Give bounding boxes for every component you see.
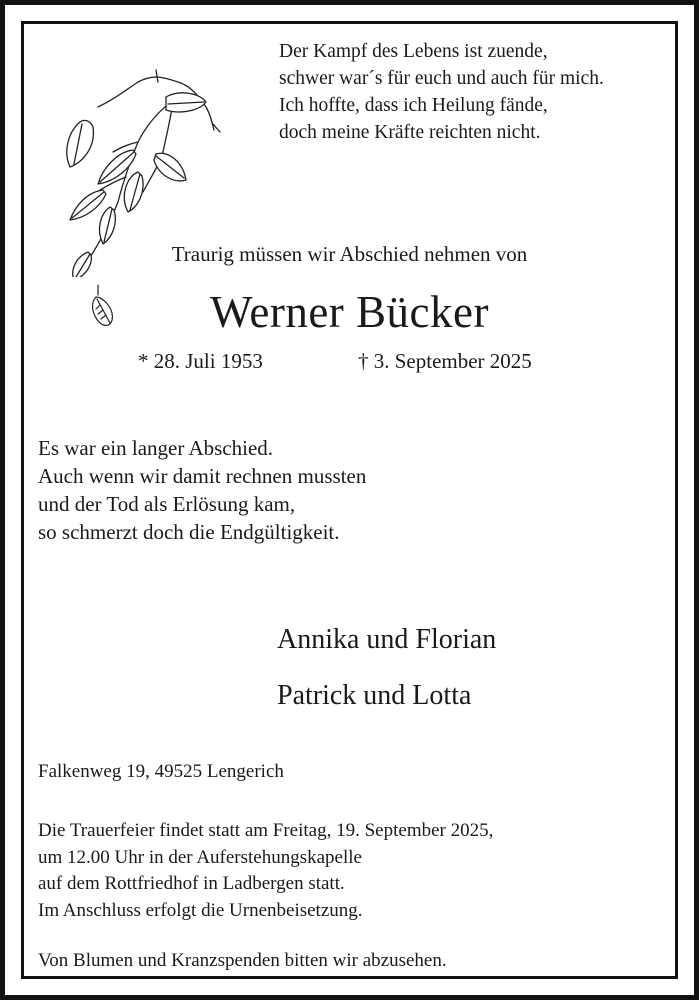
closing-note: Von Blumen und Kranzspenden bitten wir abzusehen. xyxy=(38,950,447,971)
funeral-line: um 12.00 Uhr in der Auferstehungskapelle xyxy=(38,846,362,868)
poem xyxy=(279,38,604,146)
deceased-name: Werner Bücker xyxy=(210,287,489,337)
address: Falkenweg 19, 49525 Lengerich xyxy=(38,761,284,782)
birth-date: * 28. Juli 1953 xyxy=(138,349,263,373)
funeral-line: auf dem Rottfriedhof in Ladbergen statt. xyxy=(38,873,345,894)
funeral-line: Die Trauerfeier findet statt am Freitag, 19. September 2025, xyxy=(38,820,494,841)
poem-line: Der Kampf des Lebens ist zuende, xyxy=(279,41,548,62)
funeral-line: Im Anschluss erfolgt die Urnenbeisetzung. xyxy=(38,899,363,921)
verse-line: Auch wenn wir damit rechnen mussten xyxy=(38,464,367,488)
announcement-intro: Traurig müssen wir Abschied nehmen von xyxy=(171,242,528,266)
mourner-line: Annika und Florian xyxy=(277,624,497,655)
verse-line: Es war ein langer Abschied. xyxy=(38,436,274,460)
mourner-line: Patrick und Lotta xyxy=(277,680,472,711)
death-date: † 3. September 2025 xyxy=(358,349,532,373)
mourners xyxy=(277,612,496,724)
poem-line: Ich hoffte, dass ich Heilung fände, xyxy=(279,95,548,116)
verse-line: so schmerzt doch die Endgültigkeit. xyxy=(38,520,340,544)
poem-line: schwer war´s für euch und auch für mich. xyxy=(279,68,604,89)
poem-line: doch meine Kräfte reichten nicht. xyxy=(279,122,541,143)
farewell-verse xyxy=(38,434,366,546)
verse-line: und der Tod als Erlösung kam, xyxy=(38,492,296,516)
funeral-details xyxy=(38,818,493,924)
obituary-frame xyxy=(21,21,678,979)
